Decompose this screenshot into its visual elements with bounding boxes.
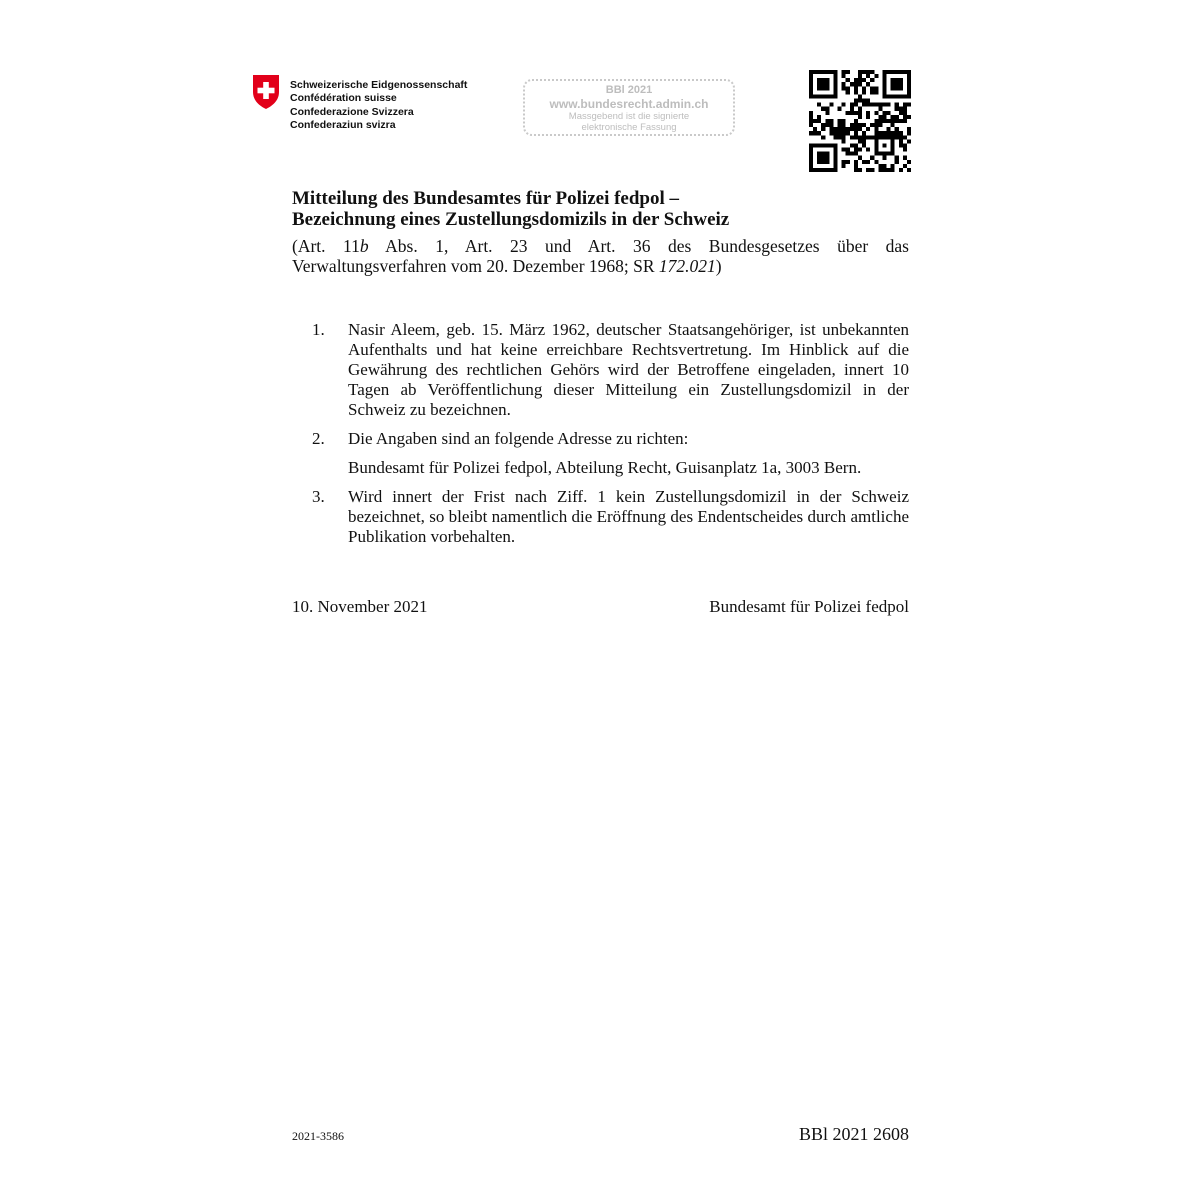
org-name-rm: Confederaziun svizra bbox=[290, 118, 396, 131]
swiss-shield-icon bbox=[252, 74, 280, 110]
document-number: 2021-3586 bbox=[292, 1129, 344, 1143]
list-item bbox=[292, 320, 909, 420]
list-item bbox=[292, 487, 909, 547]
list-item bbox=[292, 429, 909, 478]
legal-basis-pre: (Art. 11 bbox=[292, 236, 360, 256]
legal-basis-sr-number: 172.021 bbox=[658, 256, 716, 276]
gazette-reference: BBl 2021 2608 bbox=[798, 1124, 909, 1144]
document-title bbox=[292, 188, 912, 230]
issuing-authority: Bundesamt für Polizei fedpol bbox=[709, 597, 909, 616]
confederation-names bbox=[290, 79, 467, 132]
item-text: Wird innert der Frist nach Ziff. 1 kein Zustellungsdomizil in der Schweiz bezeichnet, so bleibt namentlich die Eröffnung des Endentscheides durch amtliche Publikation vorbehalten. bbox=[348, 487, 909, 546]
item-number: 1. bbox=[312, 320, 325, 339]
item-text: Die Angaben sind an folgende Adresse zu richten: bbox=[348, 429, 689, 448]
qr-code-icon bbox=[809, 70, 911, 172]
legal-basis-post: ) bbox=[715, 256, 722, 276]
contact-address: Bundesamt für Polizei fedpol, Abteilung Recht, Guisanplatz 1a, 3003 Bern. bbox=[348, 458, 862, 477]
publication-stamp bbox=[523, 79, 735, 136]
swiss-confederation-logo bbox=[252, 74, 467, 132]
org-name-it: Confederazione Svizzera bbox=[290, 105, 414, 118]
title-line-2: Bezeichnung eines Zustellungsdomizils in der Schweiz bbox=[292, 209, 730, 230]
org-name-de: Schweizerische Eidgenossenschaft bbox=[290, 79, 468, 91]
legal-basis-italic-letter: b bbox=[359, 236, 369, 256]
title-line-1: Mitteilung des Bundesamtes für Polizei fedpol – bbox=[292, 188, 680, 209]
legal-basis-mid: Abs. 1, Art. 23 und Art. 36 des Bundesgesetzes über das Verwaltungsverfahren vom 20. Dezember 1968; SR bbox=[292, 236, 909, 276]
item-text: Nasir Aleem, geb. 15. März 1962, deutscher Staatsangehöriger, ist unbekannten Aufenthalts und hat keine erreichbare Rechtsvertretung. Im Hinblick auf die Gewährung des rechtlichen Gehörs wird der Betroffene eingeladen, innert 10 Tagen ab Veröffentlichung dieser Mitteilung ein Zustellungsdomizil in der Schweiz zu bezeichnen. bbox=[348, 320, 909, 419]
item-number: 3. bbox=[312, 487, 325, 506]
org-name-fr: Confédération suisse bbox=[290, 92, 397, 105]
issue-date: 10. November 2021 bbox=[292, 597, 428, 616]
stamp-url: www.bundesrecht.admin.ch bbox=[549, 97, 709, 111]
notice-items bbox=[292, 320, 909, 556]
stamp-note-1: Massgebend ist die signierte bbox=[568, 111, 690, 122]
item-number: 2. bbox=[312, 429, 325, 448]
stamp-note-2: elektronische Fassung bbox=[581, 122, 677, 133]
stamp-reference: BBl 2021 bbox=[605, 84, 653, 96]
legal-basis bbox=[292, 236, 909, 276]
